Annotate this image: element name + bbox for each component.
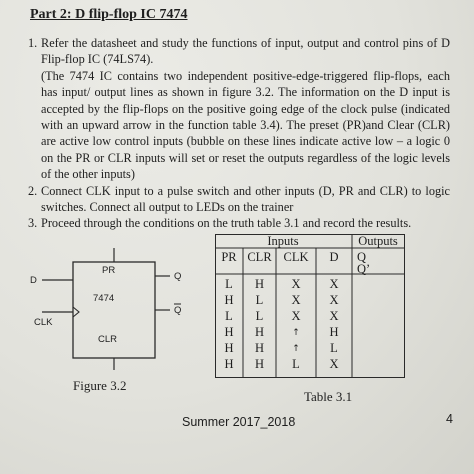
table-cell: H bbox=[254, 341, 265, 355]
column-header-clr: CLR bbox=[247, 250, 272, 264]
instruction-number: 2. bbox=[28, 183, 38, 198]
figure-caption: Figure 3.2 bbox=[73, 378, 127, 393]
table-cell: X bbox=[329, 309, 339, 323]
section-heading: Part 2: D flip-flop IC 7474 bbox=[30, 7, 188, 22]
table-cell: L bbox=[225, 277, 233, 291]
clk-input-label: CLK bbox=[34, 317, 53, 328]
instruction-number: 1. bbox=[28, 36, 38, 50]
column-header-clk: CLK bbox=[283, 250, 309, 264]
table-row bbox=[224, 293, 338, 307]
instruction-item bbox=[28, 35, 450, 183]
chip-label: 7474 bbox=[93, 293, 115, 304]
instruction-text: Connect CLK input to a pulse switch and other inputs (D, PR and CLR) to logic switches. Connect all output to LEDs on the trainer bbox=[41, 183, 450, 215]
instruction-text: Refer the datasheet and study the functions of input, output and control pins of D Flip-flop IC (74LS74). bbox=[41, 36, 450, 67]
column-header-pr: PR bbox=[221, 250, 237, 264]
clock-edge-icon bbox=[73, 307, 79, 317]
column-header-d: D bbox=[329, 250, 339, 264]
table-row bbox=[225, 309, 338, 323]
d-input-label: D bbox=[30, 275, 37, 286]
instruction-list bbox=[28, 35, 450, 232]
table-row bbox=[224, 341, 337, 355]
flip-flop-figure bbox=[30, 244, 200, 394]
rising-edge-icon: ↑ bbox=[292, 344, 300, 354]
table-cell: H bbox=[254, 325, 265, 339]
table-cell: X bbox=[291, 277, 301, 291]
page-footer: Summer 2017_2018 bbox=[182, 415, 296, 429]
table-cell: H bbox=[224, 293, 234, 307]
preset-label: PR bbox=[102, 265, 116, 276]
table-cell: L bbox=[225, 309, 233, 323]
table-body bbox=[224, 277, 338, 371]
table-cell: X bbox=[329, 277, 339, 291]
rising-edge-icon: ↑ bbox=[292, 328, 300, 338]
table-cell: H bbox=[224, 341, 234, 355]
column-header-q: Q bbox=[357, 250, 367, 264]
table-cell: H bbox=[254, 357, 265, 371]
clear-label: CLR bbox=[98, 334, 118, 345]
table-cell: X bbox=[329, 357, 339, 371]
table-row bbox=[224, 325, 338, 339]
instruction-item bbox=[28, 183, 450, 216]
truth-table bbox=[215, 234, 405, 378]
table-row bbox=[224, 357, 338, 371]
table-cell: H bbox=[224, 357, 234, 371]
table-cell: H bbox=[224, 325, 234, 339]
page-number: 4 bbox=[446, 412, 453, 426]
instruction-item bbox=[28, 215, 450, 231]
instruction-text: Proceed through the conditions on the truth table 3.1 and record the results. bbox=[41, 216, 412, 231]
table-cell: X bbox=[291, 293, 301, 307]
table-cell: L bbox=[255, 309, 264, 323]
table-cell: L bbox=[292, 357, 300, 371]
table-cell: H bbox=[254, 277, 265, 291]
qbar-output-label: Q bbox=[174, 305, 182, 316]
instruction-number: 3. bbox=[28, 216, 38, 231]
table-cell: L bbox=[255, 293, 264, 307]
inputs-group-header: Inputs bbox=[267, 234, 299, 248]
table-cell: X bbox=[329, 293, 339, 307]
table-row bbox=[225, 277, 338, 291]
table-cell: H bbox=[329, 325, 339, 339]
table-frame bbox=[216, 235, 405, 378]
table-cell: X bbox=[291, 309, 301, 323]
outputs-group-header: Outputs bbox=[358, 234, 398, 248]
q-output-label: Q bbox=[174, 271, 182, 282]
table-cell: L bbox=[330, 341, 338, 355]
column-header-qbar: Q’ bbox=[357, 262, 371, 276]
instruction-detail: (The 7474 IC contains two independent positive-edge-triggered flip-flops, each has input/ output lines as shown in figure 3.2. The information on the D input is accepted by the flip-flops on the positive going edge of the clock pulse (indicated with an upward arrow in the function table 3.4). The preset (PR)and Clear (CLR) are active low control inputs (bubble on these lines indicate active low – a logic 0 on the PR or CLR inputs will set or reset the outputs regardless of the logic levels of the other inputs) bbox=[41, 68, 450, 182]
table-caption: Table 3.1 bbox=[304, 389, 353, 404]
